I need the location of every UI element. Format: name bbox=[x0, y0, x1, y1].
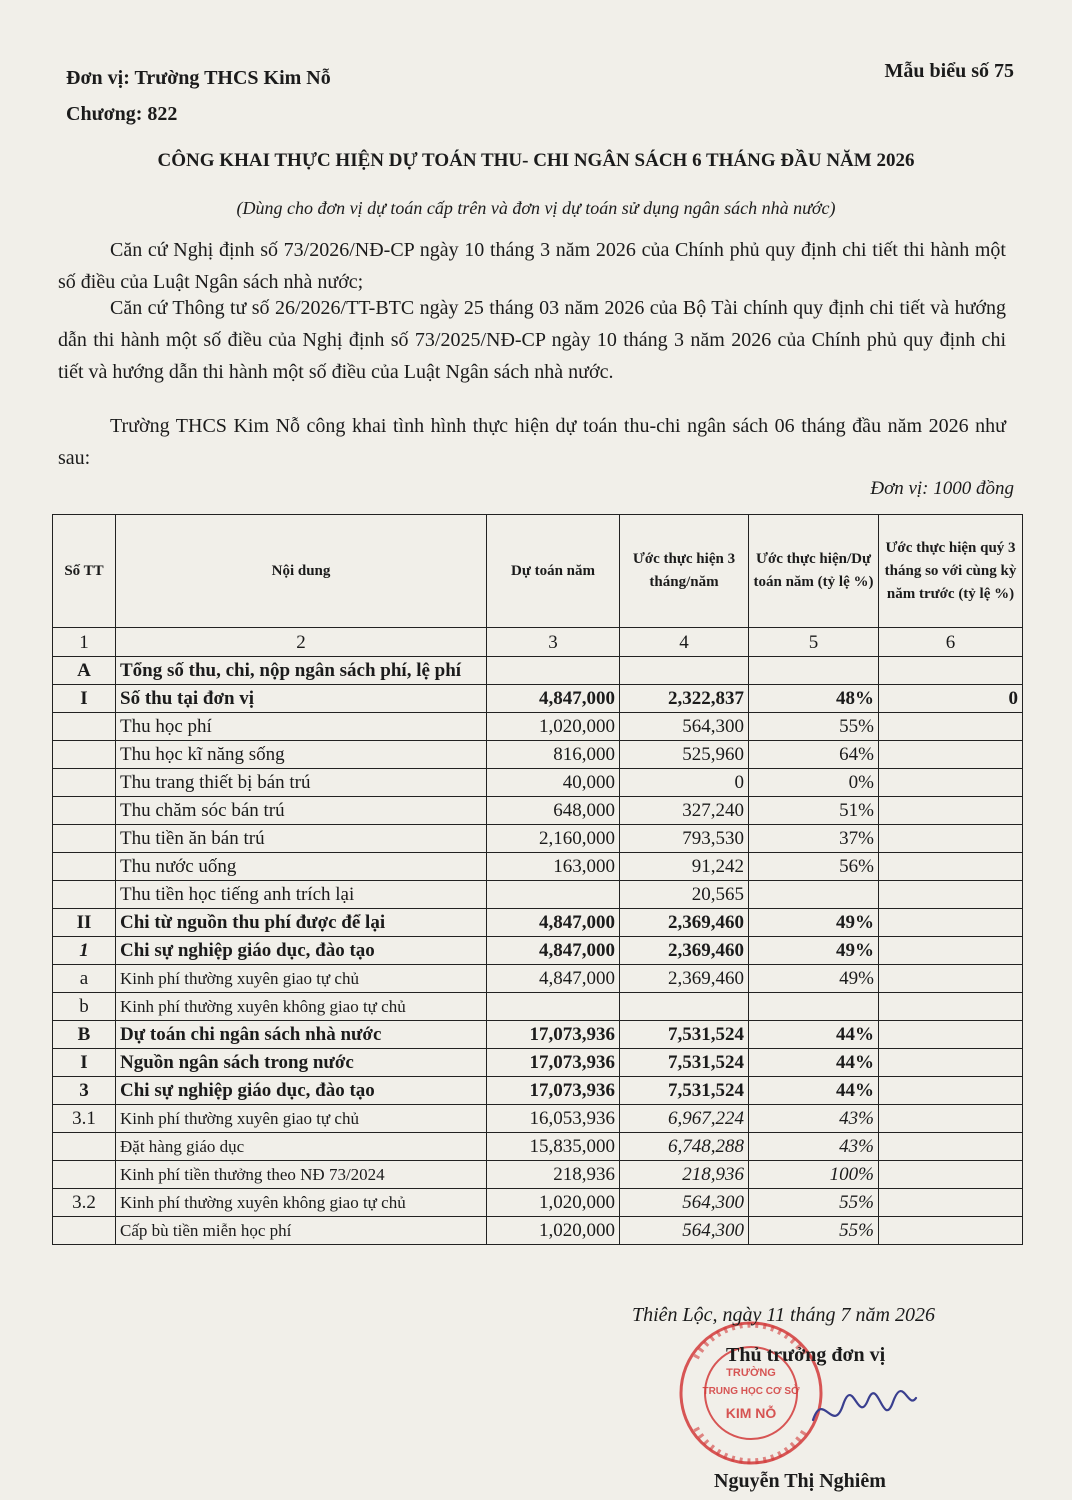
cell-budget: 2,160,000 bbox=[487, 825, 620, 853]
table-row bbox=[53, 965, 1023, 993]
table-body bbox=[53, 657, 1023, 1245]
cell-ratio: 51% bbox=[749, 797, 879, 825]
cell-yoy bbox=[879, 853, 1023, 881]
cell-stt: B bbox=[53, 1021, 116, 1049]
cell-budget: 16,053,936 bbox=[487, 1105, 620, 1133]
cell-ratio bbox=[749, 993, 879, 1021]
cell-budget: 4,847,000 bbox=[487, 937, 620, 965]
cell-estimate: 218,936 bbox=[620, 1161, 749, 1189]
table-row bbox=[53, 657, 1023, 685]
header-estimate: Ước thực hiện 3 tháng/năm bbox=[620, 515, 749, 628]
cell-budget: 17,073,936 bbox=[487, 1021, 620, 1049]
header-ratio: Ước thực hiện/Dự toán năm (tỷ lệ %) bbox=[749, 515, 879, 628]
col-number: 6 bbox=[879, 628, 1023, 657]
cell-stt: A bbox=[53, 657, 116, 685]
cell-content: Đặt hàng giáo dục bbox=[116, 1133, 487, 1161]
table-row bbox=[53, 741, 1023, 769]
cell-stt: a bbox=[53, 965, 116, 993]
svg-text:KIM NỖ: KIM NỖ bbox=[725, 1405, 777, 1421]
table-row bbox=[53, 1217, 1023, 1245]
cell-budget: 648,000 bbox=[487, 797, 620, 825]
cell-ratio: 49% bbox=[749, 909, 879, 937]
col-number: 1 bbox=[53, 628, 116, 657]
cell-yoy bbox=[879, 657, 1023, 685]
cell-estimate: 564,300 bbox=[620, 1217, 749, 1245]
cell-yoy bbox=[879, 713, 1023, 741]
paragraph-legal-basis-1: Căn cứ Nghị định số 73/2026/NĐ-CP ngày 10 tháng 3 năm 2026 của Chính phủ quy định chi tiết thi hành một số điều của Luật Ngân sách nhà nước; bbox=[58, 239, 1006, 293]
table-row bbox=[53, 881, 1023, 909]
cell-stt bbox=[53, 769, 116, 797]
cell-content: Kinh phí thường xuyên không giao tự chủ bbox=[116, 993, 487, 1021]
cell-content: Chi từ nguồn thu phí được để lại bbox=[116, 909, 487, 937]
table-row bbox=[53, 685, 1023, 713]
cell-ratio: 43% bbox=[749, 1133, 879, 1161]
cell-content: Thu tiền ăn bán trú bbox=[116, 825, 487, 853]
cell-content: Thu nước uống bbox=[116, 853, 487, 881]
cell-budget: 40,000 bbox=[487, 769, 620, 797]
cell-yoy bbox=[879, 1189, 1023, 1217]
cell-estimate: 20,565 bbox=[620, 881, 749, 909]
school-seal bbox=[676, 1318, 826, 1468]
table-row bbox=[53, 797, 1023, 825]
cell-budget: 17,073,936 bbox=[487, 1049, 620, 1077]
cell-yoy bbox=[879, 909, 1023, 937]
table-row bbox=[53, 713, 1023, 741]
cell-estimate: 7,531,524 bbox=[620, 1049, 749, 1077]
cell-stt: 1 bbox=[53, 937, 116, 965]
header-content: Nội dung bbox=[116, 515, 487, 628]
cell-yoy: 0 bbox=[879, 685, 1023, 713]
cell-yoy bbox=[879, 825, 1023, 853]
form-number: Mẫu biểu số 75 bbox=[884, 60, 1014, 82]
unit-line: Đơn vị: Trường THCS Kim Nỗ bbox=[66, 67, 331, 89]
document-title: CÔNG KHAI THỰC HIỆN DỰ TOÁN THU- CHI NGÂN SÁCH 6 THÁNG ĐẦU NĂM 2026 bbox=[157, 150, 915, 171]
cell-ratio: 43% bbox=[749, 1105, 879, 1133]
cell-stt bbox=[53, 881, 116, 909]
cell-estimate: 793,530 bbox=[620, 825, 749, 853]
cell-estimate: 0 bbox=[620, 769, 749, 797]
table-row bbox=[53, 1105, 1023, 1133]
cell-budget: 163,000 bbox=[487, 853, 620, 881]
cell-estimate: 564,300 bbox=[620, 713, 749, 741]
col-number: 5 bbox=[749, 628, 879, 657]
cell-yoy bbox=[879, 881, 1023, 909]
table-header-row bbox=[53, 515, 1023, 628]
cell-content: Thu tiền học tiếng anh trích lại bbox=[116, 881, 487, 909]
cell-yoy bbox=[879, 1077, 1023, 1105]
cell-yoy bbox=[879, 769, 1023, 797]
cell-estimate: 6,967,224 bbox=[620, 1105, 749, 1133]
cell-content: Chi sự nghiệp giáo dục, đào tạo bbox=[116, 1077, 487, 1105]
cell-estimate: 7,531,524 bbox=[620, 1077, 749, 1105]
cell-stt bbox=[53, 797, 116, 825]
table-row bbox=[53, 1189, 1023, 1217]
header-left bbox=[66, 60, 331, 132]
sign-place-date: Thiên Lộc, ngày 11 tháng 7 năm 2026 bbox=[632, 1304, 935, 1326]
document-subtitle: (Dùng cho đơn vị dự toán cấp trên và đơn vị dự toán sử dụng ngân sách nhà nước) bbox=[236, 198, 836, 218]
header-budget: Dự toán năm bbox=[487, 515, 620, 628]
cell-estimate: 327,240 bbox=[620, 797, 749, 825]
cell-content: Dự toán chi ngân sách nhà nước bbox=[116, 1021, 487, 1049]
cell-content: Thu học phí bbox=[116, 713, 487, 741]
cell-budget: 1,020,000 bbox=[487, 1189, 620, 1217]
cell-estimate: 564,300 bbox=[620, 1189, 749, 1217]
cell-yoy bbox=[879, 993, 1023, 1021]
table-row bbox=[53, 853, 1023, 881]
cell-ratio: 64% bbox=[749, 741, 879, 769]
table-row bbox=[53, 937, 1023, 965]
cell-content: Thu học kĩ năng sống bbox=[116, 741, 487, 769]
cell-estimate: 91,242 bbox=[620, 853, 749, 881]
cell-yoy bbox=[879, 1049, 1023, 1077]
cell-ratio: 0% bbox=[749, 769, 879, 797]
cell-ratio bbox=[749, 881, 879, 909]
cell-stt bbox=[53, 1133, 116, 1161]
chapter-line: Chương: 822 bbox=[66, 103, 178, 125]
handwritten-signature bbox=[808, 1380, 918, 1440]
cell-budget: 4,847,000 bbox=[487, 965, 620, 993]
table-row bbox=[53, 769, 1023, 797]
signer-name: Nguyễn Thị Nghiêm bbox=[714, 1470, 886, 1492]
cell-content: Kinh phí thường xuyên giao tự chủ bbox=[116, 965, 487, 993]
cell-content: Số thu tại đơn vị bbox=[116, 685, 487, 713]
header-stt: Số TT bbox=[53, 515, 116, 628]
cell-estimate bbox=[620, 993, 749, 1021]
cell-budget: 4,847,000 bbox=[487, 909, 620, 937]
cell-yoy bbox=[879, 1021, 1023, 1049]
cell-ratio: 55% bbox=[749, 1217, 879, 1245]
cell-yoy bbox=[879, 965, 1023, 993]
header-yoy: Ước thực hiện quý 3 tháng so với cùng kỳ năm trước (tỷ lệ %) bbox=[879, 515, 1023, 628]
unit-note: Đơn vị: 1000 đồng bbox=[870, 478, 1014, 499]
cell-budget: 1,020,000 bbox=[487, 1217, 620, 1245]
cell-ratio: 44% bbox=[749, 1049, 879, 1077]
cell-estimate bbox=[620, 657, 749, 685]
cell-ratio bbox=[749, 657, 879, 685]
col-number: 2 bbox=[116, 628, 487, 657]
cell-estimate: 2,369,460 bbox=[620, 909, 749, 937]
cell-estimate: 7,531,524 bbox=[620, 1021, 749, 1049]
svg-text:TRƯỜNG: TRƯỜNG bbox=[726, 1367, 776, 1379]
cell-yoy bbox=[879, 1133, 1023, 1161]
table-row bbox=[53, 825, 1023, 853]
cell-content: Cấp bù tiền miễn học phí bbox=[116, 1217, 487, 1245]
cell-budget: 15,835,000 bbox=[487, 1133, 620, 1161]
cell-stt bbox=[53, 741, 116, 769]
paragraph-announcement: Trường THCS Kim Nỗ công khai tình hình thực hiện dự toán thu-chi ngân sách 06 tháng đầu năm 2026 như sau: bbox=[58, 415, 1006, 469]
cell-stt bbox=[53, 713, 116, 741]
col-number: 3 bbox=[487, 628, 620, 657]
cell-content: Thu chăm sóc bán trú bbox=[116, 797, 487, 825]
cell-yoy bbox=[879, 741, 1023, 769]
cell-budget: 816,000 bbox=[487, 741, 620, 769]
cell-yoy bbox=[879, 1161, 1023, 1189]
sign-role: Thủ trưởng đơn vị bbox=[726, 1344, 886, 1366]
cell-yoy bbox=[879, 797, 1023, 825]
cell-yoy bbox=[879, 1217, 1023, 1245]
cell-ratio: 44% bbox=[749, 1021, 879, 1049]
cell-budget: 17,073,936 bbox=[487, 1077, 620, 1105]
cell-estimate: 525,960 bbox=[620, 741, 749, 769]
cell-content: Kinh phí thường xuyên không giao tự chủ bbox=[116, 1189, 487, 1217]
table-row bbox=[53, 909, 1023, 937]
table-row bbox=[53, 1161, 1023, 1189]
cell-content: Nguồn ngân sách trong nước bbox=[116, 1049, 487, 1077]
cell-stt: 3.1 bbox=[53, 1105, 116, 1133]
cell-yoy bbox=[879, 937, 1023, 965]
cell-budget bbox=[487, 993, 620, 1021]
cell-content: Thu trang thiết bị bán trú bbox=[116, 769, 487, 797]
cell-stt bbox=[53, 853, 116, 881]
cell-stt: 3.2 bbox=[53, 1189, 116, 1217]
cell-content: Tổng số thu, chi, nộp ngân sách phí, lệ phí bbox=[116, 657, 487, 685]
col-number: 4 bbox=[620, 628, 749, 657]
paragraph-legal-basis-2: Căn cứ Thông tư số 26/2026/TT-BTC ngày 25 tháng 03 năm 2026 của Bộ Tài chính quy định chi tiết và hướng dẫn thi hành một số điều của Nghị định số 73/2025/NĐ-CP ngày 10 tháng 3 năm 2026 của Chính phủ quy định chi tiết và hướng dẫn thi hành một số điều của Luật Ngân sách nhà nước. bbox=[58, 297, 1006, 383]
cell-estimate: 2,369,460 bbox=[620, 937, 749, 965]
cell-stt: II bbox=[53, 909, 116, 937]
cell-stt: I bbox=[53, 1049, 116, 1077]
cell-estimate: 2,369,460 bbox=[620, 965, 749, 993]
cell-ratio: 37% bbox=[749, 825, 879, 853]
cell-estimate: 2,322,837 bbox=[620, 685, 749, 713]
cell-ratio: 55% bbox=[749, 1189, 879, 1217]
cell-budget bbox=[487, 657, 620, 685]
table-row bbox=[53, 1133, 1023, 1161]
cell-content: Kinh phí tiền thưởng theo NĐ 73/2024 bbox=[116, 1161, 487, 1189]
cell-budget: 1,020,000 bbox=[487, 713, 620, 741]
cell-ratio: 56% bbox=[749, 853, 879, 881]
table-row bbox=[53, 993, 1023, 1021]
cell-stt: I bbox=[53, 685, 116, 713]
cell-ratio: 55% bbox=[749, 713, 879, 741]
cell-yoy bbox=[879, 1105, 1023, 1133]
cell-stt bbox=[53, 1217, 116, 1245]
cell-estimate: 6,748,288 bbox=[620, 1133, 749, 1161]
cell-content: Chi sự nghiệp giáo dục, đào tạo bbox=[116, 937, 487, 965]
cell-ratio: 49% bbox=[749, 937, 879, 965]
table-row bbox=[53, 1049, 1023, 1077]
cell-ratio: 44% bbox=[749, 1077, 879, 1105]
cell-budget: 4,847,000 bbox=[487, 685, 620, 713]
cell-stt: b bbox=[53, 993, 116, 1021]
cell-ratio: 100% bbox=[749, 1161, 879, 1189]
cell-ratio: 49% bbox=[749, 965, 879, 993]
table-row bbox=[53, 1077, 1023, 1105]
cell-ratio: 48% bbox=[749, 685, 879, 713]
cell-budget bbox=[487, 881, 620, 909]
cell-budget: 218,936 bbox=[487, 1161, 620, 1189]
cell-stt: 3 bbox=[53, 1077, 116, 1105]
table-row bbox=[53, 1021, 1023, 1049]
cell-stt bbox=[53, 1161, 116, 1189]
column-number-row bbox=[53, 628, 1023, 657]
budget-table bbox=[52, 514, 1023, 1245]
cell-stt bbox=[53, 825, 116, 853]
svg-text:TRUNG HỌC CƠ SỞ: TRUNG HỌC CƠ SỞ bbox=[702, 1386, 800, 1397]
cell-content: Kinh phí thường xuyên giao tự chủ bbox=[116, 1105, 487, 1133]
